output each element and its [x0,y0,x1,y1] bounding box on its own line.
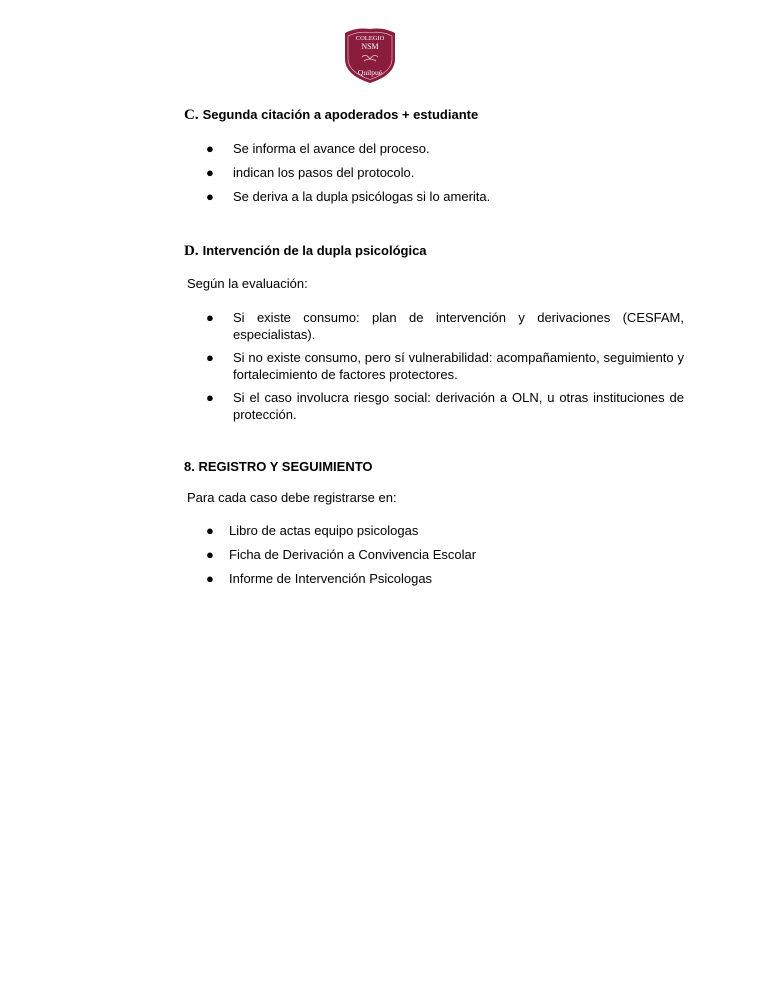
section-8-list [206,522,476,587]
section-c-letter: C. [184,107,199,123]
svg-text:COLEGIO: COLEGIO [355,35,385,42]
section-d-heading [184,243,427,260]
bullet-icon: ● [206,165,214,180]
list-item: ● Se deriva a la dupla psicólogas si lo amerita. [206,189,491,204]
section-c-list [206,140,490,205]
list-item: ● Se informa el avance del proceso. [206,141,430,156]
bullet-icon: ● [206,390,214,405]
list-item: ● Si no existe consumo, pero sí vulnerabilidad: acompañamiento, seguimiento y fortalecimiento de factores protectores. [206,350,684,382]
section-d-letter: D. [184,243,199,259]
bullet-icon: ● [206,189,214,204]
list-item: ● Libro de actas equipo psicologas [206,523,419,538]
section-d-list [206,309,684,423]
bullet-icon: ● [206,523,214,538]
svg-text:NSM: NSM [361,42,379,51]
list-item: ● Si el caso involucra riesgo social: derivación a OLN, u otras instituciones de protección. [206,390,684,422]
bullet-icon: ● [206,350,214,365]
section-8-heading: 8. REGISTRO Y SEGUIMIENTO [184,459,373,474]
bullet-icon: ● [206,571,214,586]
bullet-icon: ● [206,310,214,325]
section-d-title: Intervención de la dupla psicológica [202,243,427,258]
svg-text:Quilpué: Quilpué [357,68,383,77]
section-c-heading [184,107,478,124]
section-d-intro: Según la evaluación: [187,276,308,291]
list-item: ● Informe de Intervención Psicologas [206,571,433,586]
bullet-icon: ● [206,547,214,562]
section-8-intro: Para cada caso debe registrarse en: [187,490,397,505]
school-crest-logo [342,27,398,84]
section-c-title: Segunda citación a apoderados + estudiante [202,107,479,122]
list-item: ● Si existe consumo: plan de intervención y derivaciones (CESFAM, especialistas). [206,310,684,342]
bullet-icon: ● [206,141,214,156]
list-item: ● indican los pasos del protocolo. [206,165,415,180]
list-item: ● Ficha de Derivación a Convivencia Escolar [206,547,477,562]
